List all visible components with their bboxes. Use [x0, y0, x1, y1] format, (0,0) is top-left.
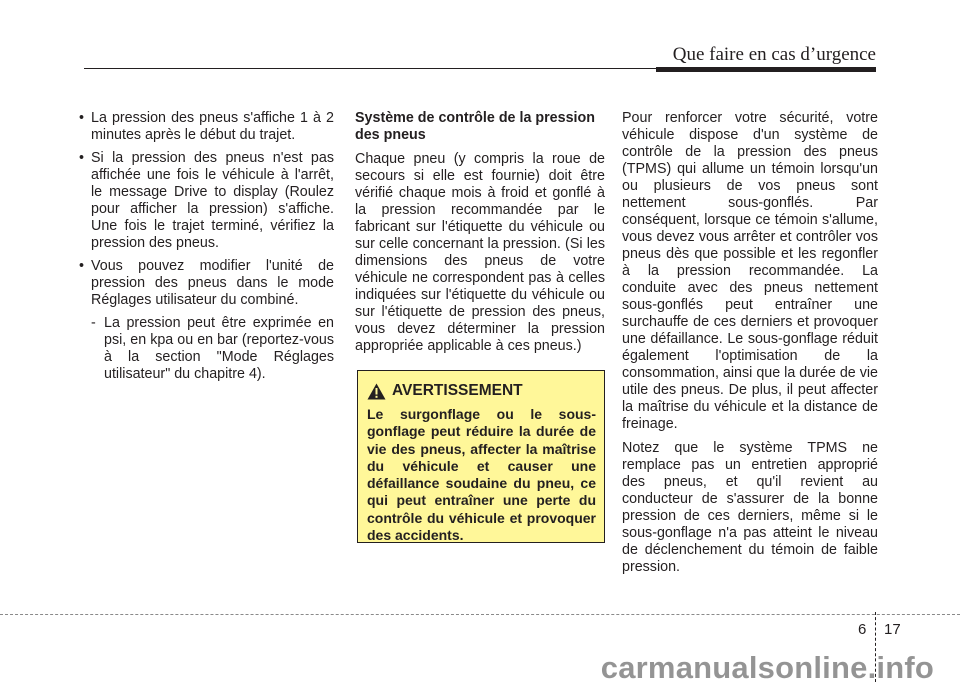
sub-dash: -	[91, 315, 96, 331]
bullet-dot: •	[79, 110, 85, 126]
bullet-dot: •	[79, 258, 85, 274]
footer-hline	[0, 614, 960, 615]
warning-box	[357, 370, 605, 543]
column-3	[622, 110, 878, 583]
bullet-text: La pression des pneus s'affiche 1 à 2 minutes après le début du trajet.	[91, 110, 334, 143]
sub-text: La pression peut être exprimée en psi, en kpa ou en bar (reportez-vous à la section "Mode Réglages utilisateur" du chapitre 4).	[104, 315, 334, 382]
page-number: 17	[884, 621, 901, 638]
column-1	[76, 110, 334, 389]
paragraph: Pour renforcer votre sécurité, votre véhicule dispose d'un système de contrôle de la pression des pneus (TPMS) qui allume un témoin lorsqu'un ou plusieurs de vos pneus sont nettement sous-gonflés. Par conséquent, lorsque ce témoin s'allume, vous devez vous arrêter et contrôler vos pneus dès que possible et les regonfler à la pression recommandée. La conduite avec des pneus nettement sous-gonflés peut entraîner une surchauffe de ces derniers et provoquer une défaillance. Le sous-gonflage réduit également l'optimisation de la consommation, ainsi que la durée de vie utile des pneus. De plus, il peut affecter la maîtrise du véhicule et la distance de freinage.	[622, 110, 878, 432]
warning-title: AVERTISSEMENT	[392, 382, 523, 399]
bullet-dot: •	[79, 150, 85, 166]
header-bar	[656, 67, 876, 72]
warning-title-row	[367, 382, 596, 400]
paragraph: Chaque pneu (y compris la roue de secours si elle est fournie) doit être vérifié chaque mois à froid et gonflé à la pression recommandée par le fabricant sur l'étiquette du véhicule ou sur celle concernant la pression. (Si les dimensions des pneus de votre véhicule ne correspondent pas à celles indiquées sur l'étiquette du véhicule ou sur l'étiquette de pression des pneus, vous devez déterminer la pression appropriée applicable à ces pneus.)	[355, 151, 605, 354]
bullet-item	[76, 258, 334, 383]
chapter-number: 6	[858, 621, 867, 638]
sub-item	[76, 315, 334, 383]
bullet-text: Vous pouvez modifier l'unité de pression des pneus dans le mode Réglages utilisateur du combiné.	[91, 258, 334, 308]
bullet-item	[76, 110, 334, 144]
bullet-item	[76, 150, 334, 252]
watermark: carmanualsonline.info	[600, 650, 934, 685]
header-title: Que faire en cas d’urgence	[672, 44, 876, 65]
section-heading: Système de contrôle de la pression des pneus	[355, 110, 595, 143]
paragraph: Notez que le système TPMS ne remplace pas un entretien approprié des pneus, et qu'il revient au conducteur de s'assurer de la bonne pression de ces derniers, même si le sous-gonflage n'a pas atteint le niveau de déclenchement du témoin de faible pression.	[622, 440, 878, 575]
warning-triangle-icon	[367, 383, 386, 400]
column-2	[355, 110, 605, 362]
bullet-text: Si la pression des pneus n'est pas affichée une fois le véhicule à l'arrêt, le message Drive to display (Roulez pour afficher la pression) s'affiche. Une fois le trajet terminé, vérifiez la pression des pneus.	[91, 150, 334, 251]
warning-text: Le surgonflage ou le sous-gonflage peut réduire la durée de vie des pneus, affecter la maîtrise du véhicule et causer une défaillance soudaine du pneu, ce qui peut entraîner une perte du contrôle du véhicule et provoquer des accidents.	[367, 406, 596, 544]
